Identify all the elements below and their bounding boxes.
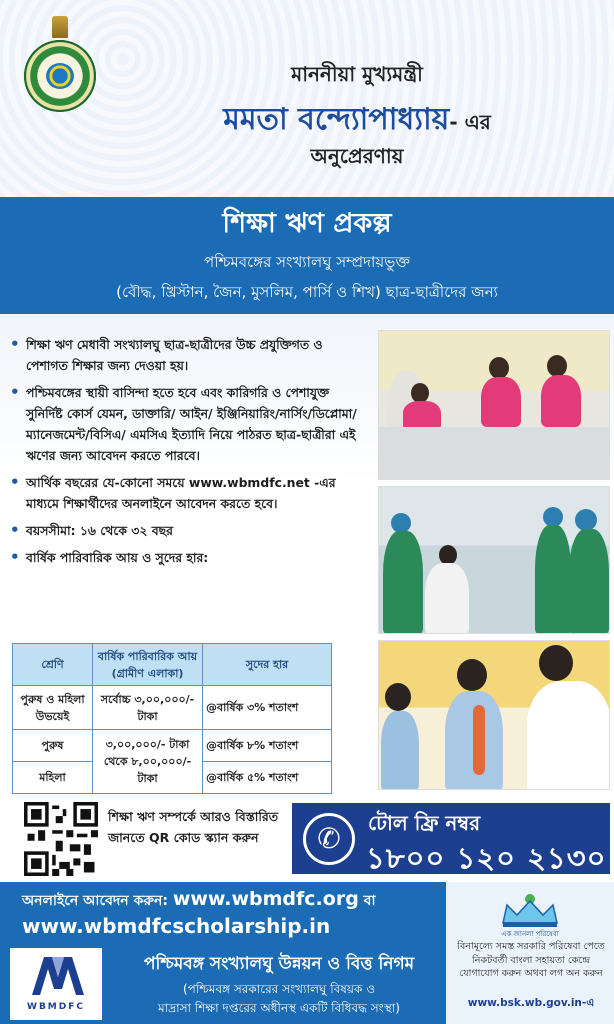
cell-rate: @বার্ষিক ৫% শতাংশ: [203, 762, 332, 794]
dental-students-photo: [378, 486, 610, 634]
logo-text: WBMDFC: [27, 1002, 85, 1012]
student-head: [539, 645, 573, 681]
header-income: বার্ষিক পারিবারিক আয় (গ্রামীণ এলাকা): [93, 644, 203, 686]
cell-rate: @বার্ষিক ৮% শতাংশ: [203, 730, 332, 762]
cap: [575, 509, 597, 531]
lab-bench: [379, 427, 610, 480]
cell-income: ৩,০০,০০০/- টাকা থেকে ৮,০০,০০০/- টাকা: [93, 730, 203, 794]
lab-students-photo: [378, 330, 610, 480]
seal-map-icon: [46, 63, 74, 89]
list-item: • বয়সসীমা: ১৬ থেকে ৩২ বছর: [10, 520, 368, 541]
cell-rate: @বার্ষিক ৩% শতাংশ: [203, 686, 332, 730]
bsk-url[interactable]: www.bsk.wb.gov.in-এ: [467, 997, 595, 1009]
interest-rate-table: [12, 643, 332, 794]
scheme-subtitle-1: পশ্চিমবঙ্গের সংখ্যালঘু সম্প্রদায়ভুক্ত: [204, 253, 410, 271]
national-emblem-icon: [52, 16, 68, 38]
student: [383, 531, 423, 634]
cm-name: মমতা বন্দ্যোপাধ্যায়: [223, 102, 450, 137]
student: [569, 529, 609, 634]
student: [535, 525, 571, 634]
online-apply-line: [22, 888, 376, 913]
bsk-logo-caption: এক জানলা পরিষেবা: [501, 930, 559, 938]
corporation-subtitle-1: (পশ্চিমবঙ্গ সরকারের সংখ্যালঘু বিষয়ক ও: [182, 982, 376, 996]
online-label: অনলাইনে আবেদন করুন:: [22, 893, 168, 909]
student: [425, 563, 469, 634]
list-item: • পশ্চিমবঙ্গের স্থায়ী বাসিন্দা হতে হবে এবং কারিগরি ও পেশাযুক্ত সুনির্দিষ্ট কোর্স যেমন, ডাক্তারি/ আইন/ ইঞ্জিনিয়ারিং/নার্সিং/ডিপ্লোমা/ম্যানেজমেন্ট/বিসিএ/ এমসিএ ইত্যাদি নিয়ে পাঠরত ছাত্র-ছাত্রীরা এই ঋণের জন্য আবেদন করতে পারবে।: [10, 382, 368, 466]
wbmdfc-logo-icon: [30, 953, 86, 997]
header-name: [100, 95, 614, 146]
tollfree-number[interactable]: ১৮০০ ১২০ ২১৩০: [366, 841, 607, 875]
scheme-subtitle-2: (বৌদ্ধ, খ্রিস্টান, জৈন, মুসলিম, পার্সি ও শিখ) ছাত্র-ছাত্রীদের জন্য: [116, 283, 498, 301]
student: [527, 681, 610, 790]
table-header-row: [13, 644, 332, 686]
name-suffix: - এর: [449, 110, 491, 134]
cell-category: পুরুষ: [13, 730, 93, 762]
header-category: শ্রেণি: [13, 644, 93, 686]
phone-icon: ✆: [303, 813, 355, 865]
cell-income: সর্বোচ্চ ৩,০০,০০০/- টাকা: [93, 686, 203, 730]
student-head: [457, 659, 487, 691]
student: [381, 711, 419, 790]
student: [541, 375, 581, 427]
scheme-title: শিক্ষা ঋণ প্রকল্প: [222, 208, 392, 239]
tollfree-label: টোল ফ্রি নম্বর: [368, 811, 481, 835]
online-url-1[interactable]: www.wbmdfc.org: [172, 888, 359, 910]
bsk-text: বিনামূল্যে সমস্ত সরকারি পরিষেবা পেতে নিকটবর্তী বাংলা সহায়তা কেন্দ্রে যোগাযোগ করুন অথবা লগ অন করুন: [457, 941, 605, 979]
table-row: [13, 730, 332, 762]
eligibility-list: [10, 334, 368, 574]
online-or: বা: [363, 893, 376, 909]
student-head: [547, 355, 567, 377]
header-rate: সুদের হার: [203, 644, 332, 686]
student-head: [411, 383, 429, 403]
student: [481, 377, 521, 427]
flask-icon: [473, 705, 485, 775]
cap: [391, 513, 411, 533]
qr-code-icon[interactable]: [24, 802, 98, 876]
cap: [543, 507, 563, 527]
header-line-1: মাননীয়া মুখ্যমন্ত্রী: [291, 62, 423, 86]
cell-category: মহিলা: [13, 762, 93, 794]
corporation-name: পশ্চিমবঙ্গ সংখ্যালঘু উন্নয়ন ও বিত্ত নিগম: [143, 954, 415, 974]
student-head: [439, 545, 457, 565]
table-row: [13, 686, 332, 730]
list-item: • বার্ষিক পারিবারিক আয় ও সুদের হার:: [10, 547, 368, 568]
qr-instruction: শিক্ষা ঋণ সম্পর্কে আরও বিস্তারিত জানতে QR কোড স্ক্যান করুন: [108, 809, 279, 845]
bsk-logo-icon: [497, 893, 563, 929]
student-head: [385, 683, 411, 711]
list-item: • শিক্ষা ঋণ মেধাবী সংখ্যালঘু ছাত্র-ছাত্রীদের উচ্চ প্রযুক্তিগত ও পেশাগত শিক্ষার জন্য দেওয়া হয়।: [10, 334, 368, 376]
list-item: • আর্থিক বছরের যে-কোনো সময়ে www.wbmdfc.net -এর মাধ্যমে শিক্ষার্থীদের অনলাইনে আবেদন করতে হবে।: [10, 472, 368, 514]
chemistry-students-photo: [378, 640, 610, 790]
online-url-2[interactable]: www.wbmdfcscholarship.in: [22, 914, 331, 938]
cell-category: পুরুষ ও মহিলা উভয়েই: [13, 686, 93, 730]
student-head: [489, 357, 509, 379]
header-line-3: অনুপ্রেরণায়: [310, 144, 404, 168]
corporation-subtitle-2: মাদ্রাসা শিক্ষা দপ্তরের অধীনস্থ একটি বিধিবদ্ধ সংস্থা): [158, 1001, 400, 1015]
